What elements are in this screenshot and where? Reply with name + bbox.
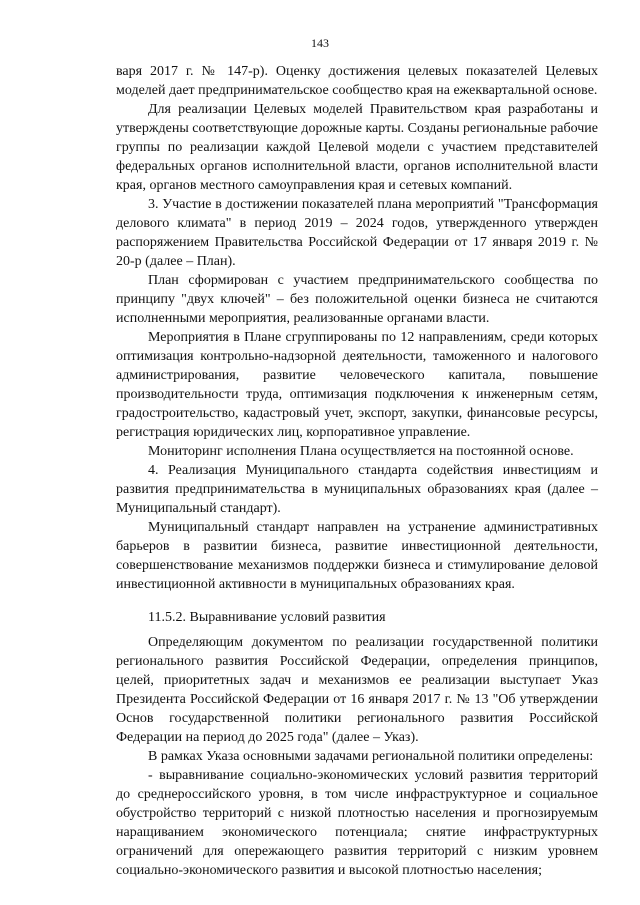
section-heading: 11.5.2. Выравнивание условий развития <box>148 610 386 625</box>
paragraph-decree: Определяющим документом по реализации государственной политики регионального развития Российской Федерации, определения принципов, целей, приоритетных задач и механизмов ее реализации выступает Указ Президента Российской Федерации от 16 января 2017 г. № 13 "Об утверждении Основ государственной политики регионального развития Российской Федерации на период до 2025 года" (далее – Указ). <box>116 635 598 745</box>
list-item-equalization: - выравнивание социально-экономических условий развития территорий до среднероссийского уровня, в том числе инфраструктурное и социальное обустройство территорий с низкой плотностью населения и прогнозируемым наращиванием экономического потенциала; снятие инфраструктурных ограничений для опережающего развития территорий с низким уровнем социально-экономического развития и высокой плотностью населения; <box>116 768 598 878</box>
paragraph-12-directions: Мероприятия в Плане сгруппированы по 12 направлениям, среди которых оптимизация контрольно-надзорной деятельности, таможенного и налогового администрирования, развитие человеческого капитала, повышение производительности труда, оптимизация подключения к инженерным сетям, градостроительство, кадастровый учет, экспорт, закупки, финансовые ресурсы, регистрация юридических лиц, корпоративное управление. <box>116 330 598 440</box>
paragraph-item-4: 4. Реализация Муниципального стандарта содействия инвестициям и развития предпринимательства в муниципальных образованиях края (далее – Муниципальный стандарт). <box>116 463 598 516</box>
paragraph-road-maps: Для реализации Целевых моделей Правительством края разработаны и утверждены соответствующие дорожные карты. Созданы региональные рабочие группы по реализации каждой Целевой модели с участием представителей федеральных органов исполнительной власти, органов исполнительной власти края, органов местного самоуправления края и сетевых компаний. <box>116 102 598 193</box>
document-body <box>116 62 598 880</box>
paragraph-tasks-intro: В рамках Указа основными задачами региональной политики определены: <box>148 749 594 764</box>
page-number: 143 <box>311 36 329 50</box>
paragraph-item-3: 3. Участие в достижении показателей плана мероприятий "Трансформация делового климата" в период 2019 – 2024 годов, утвержденного утвержден распоряжением Правительства Российской Федерации от 17 января 2019 г. № 20-р (далее – План). <box>116 197 598 269</box>
paragraph-municipal-standard: Муниципальный стандарт направлен на устранение административных барьеров в развитии бизнеса, развитие инвестиционной деятельности, совершенствование механизмов поддержки бизнеса и стимулирование деловой инвестиционной активности в муниципальных образованиях края. <box>116 520 598 592</box>
paragraph-monitoring: Мониторинг исполнения Плана осуществляется на постоянной основе. <box>148 444 574 459</box>
paragraph-two-keys: План сформирован с участием предпринимательского сообщества по принципу "двух ключей" – без положительной оценки бизнеса не считаются исполненными мероприятия, реализованные органами власти. <box>116 273 598 326</box>
paragraph-continuation: варя 2017 г. № 147-р). Оценку достижения целевых показателей Целевых моделей дает предпринимательское сообщество края на ежеквартальной основе. <box>116 64 598 98</box>
